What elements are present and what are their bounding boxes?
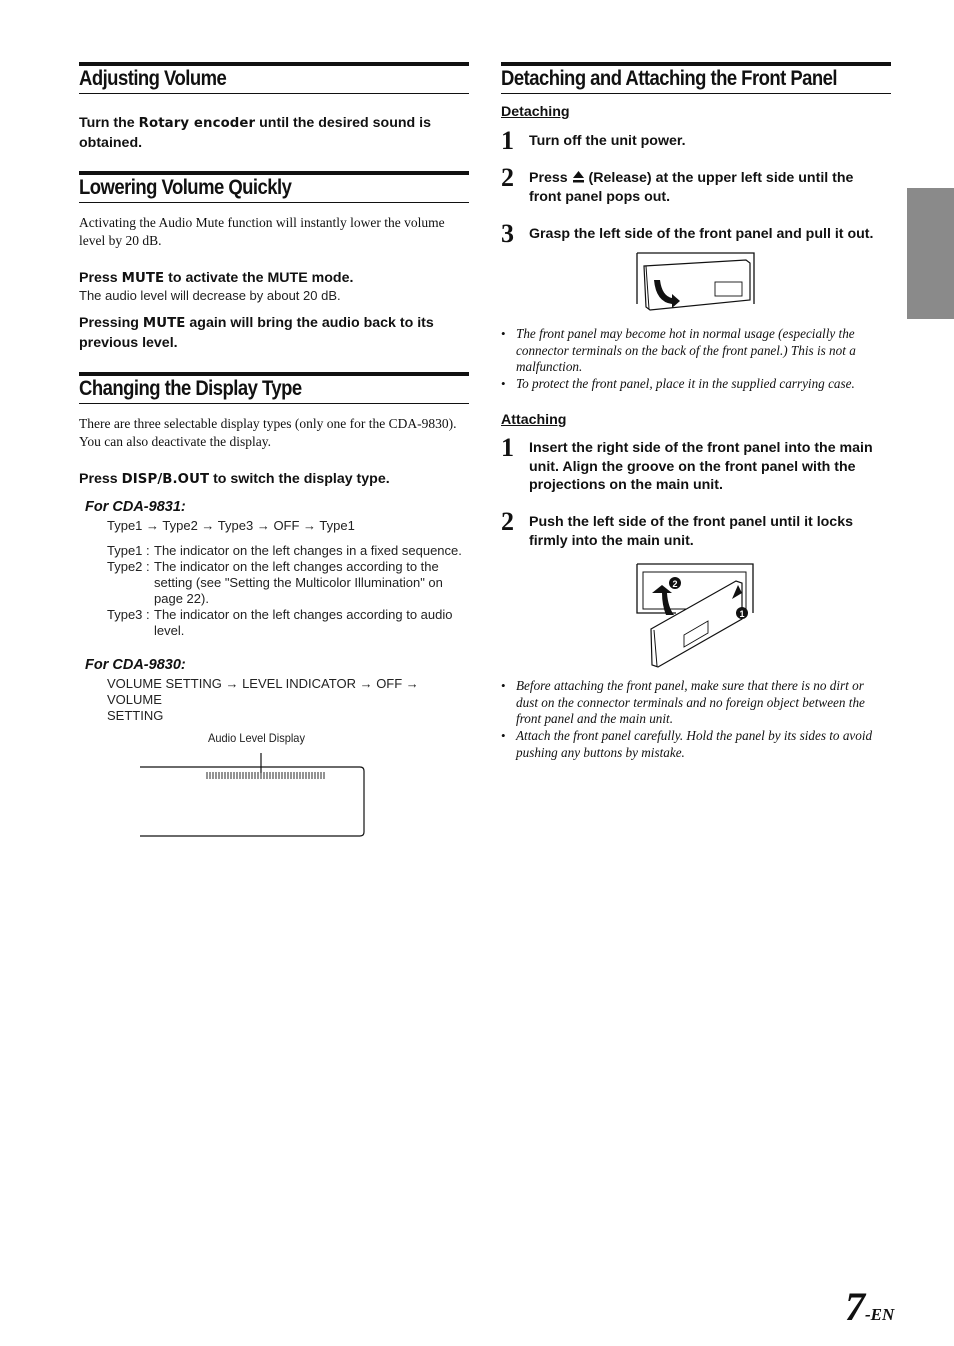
type2-desc	[154, 559, 443, 607]
type2-desc-line3: page 22).	[154, 591, 209, 606]
attach-note-2	[501, 728, 895, 761]
detach-note1-l3: malfunction.	[516, 359, 583, 375]
display-intro-line2: You can also deactivate the display.	[79, 434, 271, 449]
adjust-instruction	[79, 114, 469, 152]
cda9830-heading: For CDA-9830:	[85, 657, 186, 673]
mute-keyword: MUTE	[121, 271, 165, 286]
display-intro	[79, 415, 471, 451]
attach-note2-l1: Attach the front panel carefully. Hold the panel by its sides to avoid	[516, 728, 873, 744]
display-type-title-text: Changing the Display Type	[79, 377, 302, 400]
page-number	[845, 1283, 894, 1330]
mute-press-a: Press	[79, 270, 122, 286]
type3-desc-line1: The indicator on the left changes according to audio	[154, 607, 453, 622]
adjust-text-b: until the desired sound is	[255, 115, 431, 131]
audio-level-display-illustration	[138, 750, 368, 840]
mute-again-instruction	[79, 314, 471, 352]
adjust-text-c: obtained.	[79, 134, 143, 151]
attach-step1-l1: Insert the right side of the front panel into the main	[529, 440, 873, 456]
attach-note-2-text	[516, 728, 872, 761]
cda9831-heading: For CDA-9831:	[85, 499, 186, 515]
section-title-front-panel	[501, 62, 891, 94]
mute-again-keyword: MUTE	[142, 316, 186, 331]
side-tab	[907, 188, 954, 319]
step-badge-1: 1	[739, 609, 745, 619]
mute-note: The audio level will decrease by about 20 dB.	[79, 288, 341, 303]
detach-note-2	[501, 376, 893, 393]
lowering-volume-title-text: Lowering Volume Quickly	[79, 176, 292, 199]
type2-desc-line2: setting (see "Setting the Multicolor Illumination" on	[154, 575, 443, 590]
detach-step-number-3: 3	[501, 219, 514, 248]
section-title-display-type	[79, 372, 469, 404]
attach-note-1-text	[516, 678, 865, 728]
detaching-illustration	[636, 252, 756, 314]
type3-label: Type3 :	[107, 607, 150, 622]
type-row-2	[107, 559, 472, 607]
disp-press-a: Press	[79, 471, 122, 487]
cda9830-sequence	[107, 676, 472, 724]
attach-notes	[501, 678, 895, 762]
cda9830-seq-line1: VOLUME SETTING → LEVEL INDICATOR → OFF → VOLUME	[107, 676, 419, 707]
type3-desc-line2: level.	[154, 623, 185, 638]
rotary-encoder-keyword: Rotary encoder	[138, 116, 256, 131]
mute-again-a: Pressing	[79, 315, 143, 331]
attaching-heading: Attaching	[501, 412, 567, 428]
detach-step2-b: (Release) at the upper left side until the	[584, 170, 854, 186]
attach-note2-l2: pushing any buttons by mistake.	[516, 744, 685, 760]
bullet: •	[501, 678, 506, 693]
attaching-illustration	[636, 563, 756, 671]
type1-desc: The indicator on the left changes in a fixed sequence.	[154, 543, 462, 558]
detach-note1-l1: The front panel may become hot in normal usage (especially the	[516, 326, 855, 341]
front-panel-title-text: Detaching and Attaching the Front Panel	[501, 67, 838, 90]
attach-step-1	[529, 439, 894, 495]
detach-step2-a: Press	[529, 170, 572, 186]
type3-desc	[154, 607, 452, 639]
type1-label: Type1 :	[107, 543, 150, 558]
bullet: •	[501, 728, 506, 744]
cda9831-sequence: Type1 → Type2 → Type3 → OFF → Type1	[107, 518, 355, 533]
detach-note1-l2: connector terminals on the back of the front panel.) This is not a	[516, 342, 856, 358]
adjust-text-a: Turn the	[79, 115, 139, 131]
type-row-3	[107, 607, 472, 639]
lower-intro-line1: Activating the Audio Mute function will instantly lower the volume	[79, 215, 445, 230]
detach-note-1-text	[516, 326, 856, 376]
section-title-adjusting-volume	[79, 62, 469, 94]
type-row-1	[107, 543, 472, 559]
attach-step-number-2: 2	[501, 507, 514, 536]
mute-press-b: to activate the MUTE mode.	[164, 270, 354, 286]
attach-note1-l1: Before attaching the front panel, make sure that there is no dirt or	[516, 678, 864, 693]
section-title-lowering-volume	[79, 171, 469, 203]
display-intro-line1: There are three selectable display types (only one for the CDA-9830).	[79, 416, 457, 431]
page-number-digit: 7	[845, 1284, 865, 1329]
attach-note1-l2: dust on the connector terminals and no foreign object between the	[516, 694, 865, 710]
detach-step-number-1: 1	[501, 126, 514, 155]
detach-step-3: Grasp the left side of the front panel and pull it out.	[529, 226, 874, 242]
attach-note-1	[501, 678, 895, 728]
detach-step-2	[529, 169, 894, 206]
type2-label: Type2 :	[107, 559, 150, 574]
bullet: •	[501, 326, 506, 341]
detach-step2-c: front panel pops out.	[529, 188, 671, 205]
audio-level-display-label: Audio Level Display	[208, 731, 305, 745]
attach-step1-l3: projections on the main unit.	[529, 477, 723, 493]
attach-step2-l1: Push the left side of the front panel until it locks	[529, 514, 853, 530]
attach-step-2	[529, 513, 894, 550]
attach-note1-l3: front panel and the main unit.	[516, 711, 674, 727]
attach-step2-l2: firmly into the main unit.	[529, 532, 694, 549]
detach-notes	[501, 326, 893, 393]
type2-desc-line1: The indicator on the left changes according to the	[154, 559, 439, 574]
mute-again-c: previous level.	[79, 334, 178, 351]
page-number-suffix: -EN	[865, 1305, 895, 1324]
bullet: •	[501, 376, 506, 392]
adjusting-volume-title-text: Adjusting Volume	[79, 67, 227, 90]
cda9830-seq-line2: SETTING	[107, 708, 164, 723]
attach-step1-l2: unit. Align the groove on the front panel with the	[529, 458, 856, 475]
mute-again-b: again will bring the audio back to its	[185, 315, 434, 331]
disp-press-b: to switch the display type.	[209, 471, 390, 487]
detach-note-2-text: To protect the front panel, place it in the supplied carrying case.	[516, 376, 855, 392]
attach-step-number-1: 1	[501, 433, 514, 462]
detach-note-1	[501, 326, 893, 376]
lower-intro	[79, 214, 471, 250]
detaching-heading: Detaching	[501, 104, 570, 120]
step-badge-2: 2	[672, 579, 678, 589]
lower-intro-line2: level by 20 dB.	[79, 233, 162, 248]
eject-icon	[572, 170, 585, 183]
mute-instruction	[79, 269, 469, 289]
disp-instruction	[79, 470, 471, 490]
disp-bout-keyword: DISP/B.OUT	[121, 472, 210, 487]
cda9831-type-list	[107, 543, 472, 639]
detach-step-1: Turn off the unit power.	[529, 133, 686, 149]
detach-step-number-2: 2	[501, 163, 514, 192]
